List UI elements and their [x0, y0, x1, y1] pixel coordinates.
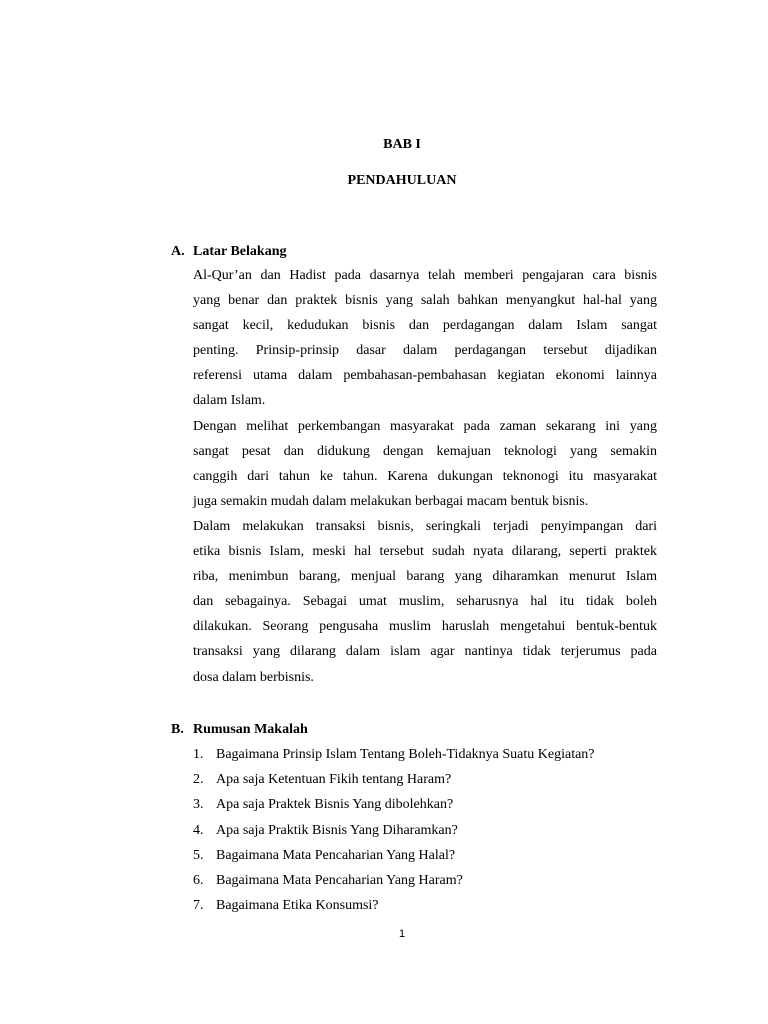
body-line: canggih dari tahun ke tahun. Karena dukungan teknonogi itu masyarakat — [193, 468, 657, 484]
body-line: dan sebagainya. Sebagai umat muslim, seharusnya hal itu tidak boleh — [193, 594, 657, 610]
list-item — [193, 797, 663, 822]
list-item — [193, 823, 663, 848]
list-item-text: Bagaimana Mata Pencaharian Yang Halal? — [216, 847, 456, 863]
list-item — [193, 747, 663, 772]
list-item-number: 7. — [193, 898, 204, 914]
chapter-number: BAB I — [383, 137, 421, 152]
list-item — [193, 873, 663, 898]
list-item-number: 1. — [193, 747, 204, 762]
body-line: riba, menimbun barang, menjual barang yang diharamkan menurut Islam — [193, 569, 657, 585]
list-item — [193, 772, 663, 797]
list-item-number: 5. — [193, 847, 204, 863]
list-item-text: Bagaimana Etika Konsumsi? — [216, 898, 379, 914]
body-line: dalam Islam. — [193, 393, 266, 409]
section-a-letter: A. — [171, 244, 185, 259]
chapter-title: PENDAHULUAN — [347, 173, 457, 188]
body-line: penting. Prinsip-prinsip dasar dalam perdagangan tersebut dijadikan — [193, 343, 657, 359]
list-item-number: 4. — [193, 822, 204, 838]
list-item — [193, 898, 663, 923]
list-item-number: 6. — [193, 872, 204, 888]
body-line: sangat kecil, kedudukan bisnis dan perdagangan dalam Islam sangat — [193, 318, 657, 334]
body-line: yang benar dan praktek bisnis yang salah bahkan menyangkut hal-hal yang — [193, 293, 657, 309]
section-a-body — [193, 263, 657, 690]
body-line: Al-Qur’an dan Hadist pada dasarnya telah memberi pengajaran cara bisnis — [193, 268, 657, 283]
list-item-number: 3. — [193, 797, 204, 813]
list-item-text: Apa saja Ketentuan Fikih tentang Haram? — [216, 772, 452, 788]
section-a-heading — [171, 244, 286, 260]
body-line: Dalam melakukan transaksi bisnis, seringkali terjadi penyimpangan dari — [193, 518, 657, 534]
section-b-heading — [171, 722, 308, 738]
list-item-number: 2. — [193, 772, 204, 788]
body-line: sangat pesat dan didukung dengan kemajuan teknologi yang semakin — [193, 443, 657, 459]
section-b-title: Rumusan Makalah — [193, 722, 308, 737]
section-b-letter: B. — [171, 722, 184, 737]
page-number: 1 — [398, 928, 406, 940]
list-item-text: Apa saja Praktik Bisnis Yang Diharamkan? — [216, 822, 458, 838]
body-line: dosa dalam berbisnis. — [193, 669, 314, 685]
body-line: dilakukan. Seorang pengusaha muslim haruslah mengetahui bentuk-bentuk — [193, 619, 657, 635]
list-item-text: Apa saja Praktek Bisnis Yang dibolehkan? — [216, 797, 454, 813]
section-a-title: Latar Belakang — [193, 244, 287, 259]
body-line: referensi utama dalam pembahasan-pembahasan kegiatan ekonomi lainnya — [193, 368, 657, 384]
list-item-text: Bagaimana Mata Pencaharian Yang Haram? — [216, 872, 463, 888]
rumusan-list — [193, 747, 663, 923]
list-item — [193, 848, 663, 873]
list-item-text: Bagaimana Prinsip Islam Tentang Boleh-Tidaknya Suatu Kegiatan? — [216, 747, 595, 762]
body-line: Dengan melihat perkembangan masyarakat pada zaman sekarang ini yang — [193, 418, 657, 434]
body-line: juga semakin mudah dalam melakukan berbagai macam bentuk bisnis. — [193, 493, 589, 509]
body-line: transaksi yang dilarang dalam islam agar nantinya tidak terjerumus pada — [193, 644, 657, 660]
body-line: etika bisnis Islam, meski hal tersebut sudah nyata dilarang, seperti praktek — [193, 544, 657, 560]
